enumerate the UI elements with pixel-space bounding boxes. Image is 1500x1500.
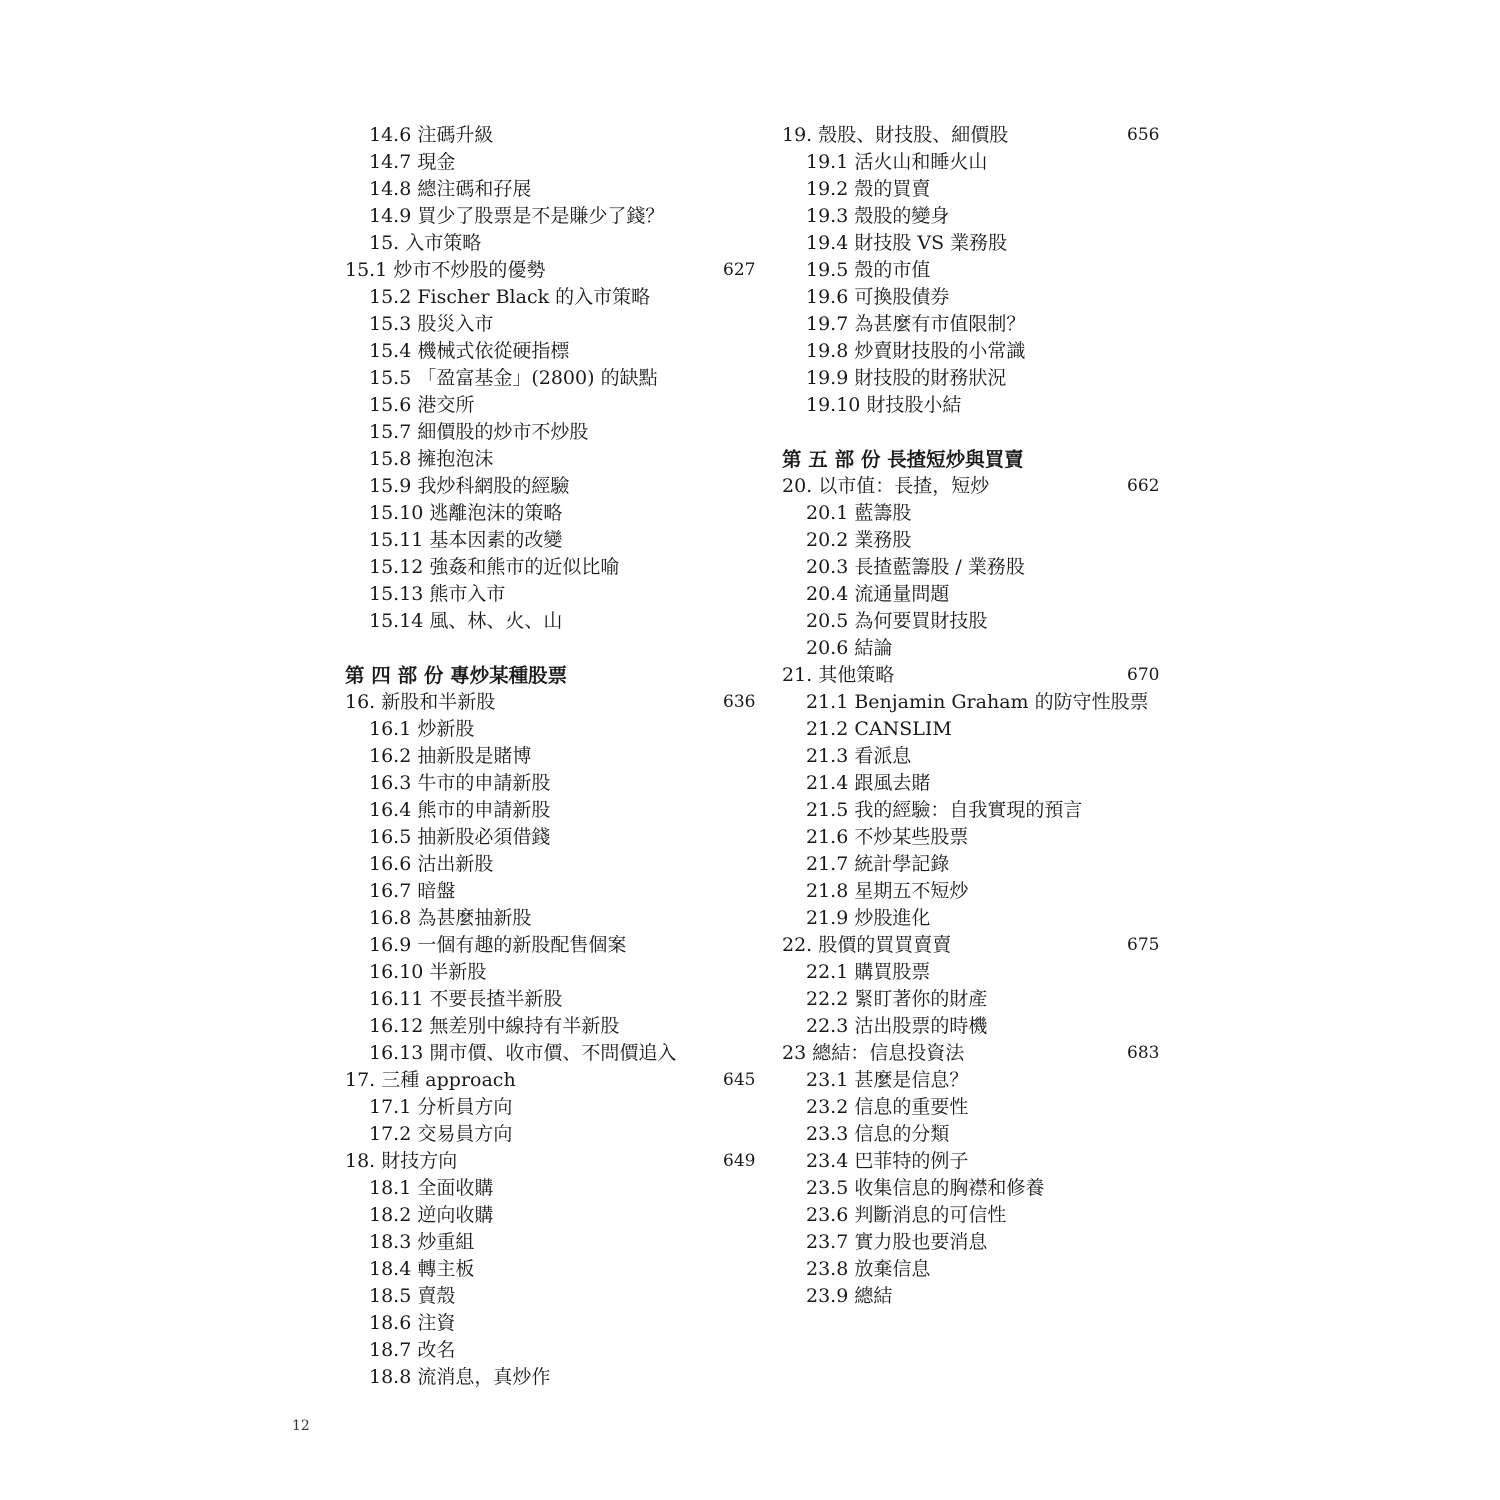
toc-section-entry — [345, 932, 755, 959]
toc-entry-label: 21.2 CANSLIM — [806, 718, 952, 740]
toc-section-entry — [345, 1364, 755, 1391]
toc-entry-label: 18.1 全面收購 — [369, 1177, 494, 1199]
toc-section-entry — [782, 284, 1162, 311]
toc-section-entry — [345, 554, 755, 581]
toc-section-entry — [345, 1013, 755, 1040]
toc-entry-label: 18.5 賣殼 — [369, 1285, 456, 1307]
toc-entry-label: 15.6 港交所 — [369, 394, 475, 416]
toc-section-entry — [345, 1202, 755, 1229]
toc-column-right — [782, 122, 1162, 1310]
toc-entry-label: 23.4 巴菲特的例子 — [806, 1150, 969, 1172]
toc-section-entry — [345, 473, 755, 500]
toc-entry-label: 14.6 注碼升級 — [369, 124, 494, 146]
toc-entry-label: 18. 財技方向 — [345, 1150, 458, 1172]
toc-entry-label: 21.3 看派息 — [806, 745, 912, 767]
toc-entry-label: 19.10 財技股小結 — [806, 394, 962, 416]
toc-section-entry — [345, 743, 755, 770]
toc-section-entry — [345, 365, 755, 392]
toc-section-entry — [345, 1121, 755, 1148]
toc-spacer — [345, 635, 755, 662]
toc-entry-label: 19.7 為甚麼有市值限制？ — [806, 313, 1026, 335]
toc-section-entry — [782, 716, 1162, 743]
toc-entry-label: 15.2 Fischer Black 的入市策略 — [369, 286, 651, 308]
toc-entry-label: 14.8 總注碼和孖展 — [369, 178, 532, 200]
toc-section-entry — [782, 338, 1162, 365]
toc-entry-label: 21.1 Benjamin Graham 的防守性股票 — [806, 691, 1149, 713]
toc-entry-label: 17.1 分析員方向 — [369, 1096, 513, 1118]
toc-section-entry — [782, 365, 1162, 392]
toc-section-entry — [782, 1013, 1162, 1040]
toc-chapter-entry — [782, 473, 1162, 500]
toc-section-entry — [782, 149, 1162, 176]
toc-entry-label: 16.2 抽新股是賭博 — [369, 745, 532, 767]
toc-entry-label: 18.4 轉主板 — [369, 1258, 475, 1280]
toc-entry-label: 19.5 殼的市值 — [806, 259, 931, 281]
toc-section-entry — [345, 527, 755, 554]
toc-section-entry — [782, 581, 1162, 608]
toc-section-entry — [345, 1040, 755, 1067]
toc-section-entry — [345, 878, 755, 905]
toc-entry-label: 16.12 無差別中線持有半新股 — [369, 1015, 620, 1037]
toc-entry-label: 19.2 殼的買賣 — [806, 178, 931, 200]
toc-section-entry — [782, 1175, 1162, 1202]
toc-chapter-entry — [345, 257, 755, 284]
toc-entry-label: 23.6 判斷消息的可信性 — [806, 1204, 1007, 1226]
toc-section-entry — [782, 311, 1162, 338]
toc-entry-label: 22.2 緊盯著你的財產 — [806, 988, 988, 1010]
toc-section-entry — [345, 608, 755, 635]
toc-page-number: 662 — [1127, 476, 1160, 496]
toc-entry-label: 14.9 買少了股票是不是賺少了錢？ — [369, 205, 665, 227]
toc-section-entry — [345, 851, 755, 878]
toc-entry-label: 16.6 沽出新股 — [369, 853, 494, 875]
toc-entry-label: 18.2 逆向收購 — [369, 1204, 494, 1226]
toc-section-entry — [345, 1175, 755, 1202]
toc-section-entry — [782, 851, 1162, 878]
toc-entry-label: 23.2 信息的重要性 — [806, 1096, 969, 1118]
toc-section-entry — [345, 230, 755, 257]
toc-chapter-entry — [782, 122, 1162, 149]
toc-entry-label: 23.5 收集信息的胸襟和修養 — [806, 1177, 1045, 1199]
toc-page-number: 675 — [1127, 935, 1160, 955]
toc-section-entry — [782, 1094, 1162, 1121]
toc-entry-label: 19.3 殼股的變身 — [806, 205, 950, 227]
toc-section-entry — [345, 1310, 755, 1337]
toc-entry-label: 22. 股價的買買賣賣 — [782, 934, 952, 956]
toc-section-entry — [782, 797, 1162, 824]
toc-section-entry — [345, 797, 755, 824]
toc-entry-label: 15.7 細價股的炒市不炒股 — [369, 421, 589, 443]
toc-section-entry — [345, 581, 755, 608]
toc-entry-label: 22.1 購買股票 — [806, 961, 931, 983]
toc-entry-label: 21.9 炒股進化 — [806, 907, 931, 929]
toc-section-entry — [782, 230, 1162, 257]
toc-entry-label: 16.1 炒新股 — [369, 718, 475, 740]
toc-section-entry — [782, 392, 1162, 419]
toc-section-entry — [345, 446, 755, 473]
toc-section-entry — [782, 905, 1162, 932]
toc-section-entry — [782, 1202, 1162, 1229]
toc-entry-label: 18.3 炒重組 — [369, 1231, 475, 1253]
toc-entry-label: 20.3 長揸藍籌股 / 業務股 — [806, 556, 1025, 578]
toc-entry-label: 18.6 注資 — [369, 1312, 456, 1334]
toc-chapter-entry — [782, 932, 1162, 959]
toc-entry-label: 22.3 沽出股票的時機 — [806, 1015, 988, 1037]
toc-entry-label: 15.3 股災入市 — [369, 313, 494, 335]
toc-section-entry — [782, 176, 1162, 203]
toc-entry-label: 15.11 基本因素的改變 — [369, 529, 563, 551]
toc-entry-label: 21.6 不炒某些股票 — [806, 826, 969, 848]
toc-entry-label: 15.13 熊市入市 — [369, 583, 506, 605]
toc-section-entry — [782, 608, 1162, 635]
toc-section-entry — [782, 986, 1162, 1013]
toc-section-entry — [782, 554, 1162, 581]
toc-entry-label: 19.1 活火山和睡火山 — [806, 151, 988, 173]
toc-entry-label: 15.9 我炒科網股的經驗 — [369, 475, 570, 497]
toc-chapter-entry — [345, 1067, 755, 1094]
toc-entry-label: 20.4 流通量問題 — [806, 583, 950, 605]
toc-entry-label: 18.8 流消息，真炒作 — [369, 1366, 551, 1388]
toc-entry-label: 15.8 擁抱泡沫 — [369, 448, 494, 470]
toc-entry-label: 21.7 統計學記錄 — [806, 853, 950, 875]
toc-section-entry — [782, 959, 1162, 986]
toc-entry-label: 21. 其他策略 — [782, 664, 895, 686]
toc-section-entry — [345, 959, 755, 986]
toc-entry-label: 20.6 結論 — [806, 637, 893, 659]
toc-entry-label: 20. 以市值：長揸，短炒 — [782, 475, 990, 497]
toc-page-number: 636 — [723, 692, 756, 712]
toc-entry-label: 14.7 現金 — [369, 151, 456, 173]
toc-section-entry — [345, 122, 755, 149]
toc-section-entry — [345, 338, 755, 365]
toc-section-entry — [782, 257, 1162, 284]
toc-entry-label: 16.7 暗盤 — [369, 880, 456, 902]
toc-entry-label: 19.6 可換股債券 — [806, 286, 950, 308]
toc-section-entry — [345, 311, 755, 338]
toc-section-entry — [345, 203, 755, 230]
toc-section-entry — [782, 1067, 1162, 1094]
toc-entry-label: 15.10 逃離泡沫的策略 — [369, 502, 563, 524]
toc-entry-label: 15.5 「盈富基金」(2800) 的缺點 — [369, 367, 658, 389]
toc-section-entry — [345, 284, 755, 311]
toc-entry-label: 16.13 開市價、收市價、不問價追入 — [369, 1042, 677, 1064]
toc-entry-label: 20.2 業務股 — [806, 529, 912, 551]
toc-entry-label: 23 總結：信息投資法 — [782, 1042, 965, 1064]
toc-part-heading — [782, 446, 1162, 473]
toc-section-entry — [345, 149, 755, 176]
toc-section-entry — [345, 392, 755, 419]
toc-chapter-entry — [345, 689, 755, 716]
toc-section-entry — [782, 878, 1162, 905]
toc-entry-label: 16.5 抽新股必須借錢 — [369, 826, 551, 848]
toc-section-entry — [782, 1121, 1162, 1148]
toc-section-entry — [782, 635, 1162, 662]
toc-entry-label: 17.2 交易員方向 — [369, 1123, 513, 1145]
toc-entry-label: 16.11 不要長揸半新股 — [369, 988, 563, 1010]
toc-section-entry — [782, 689, 1162, 716]
toc-section-entry — [782, 743, 1162, 770]
toc-entry-label: 23.7 實力股也要消息 — [806, 1231, 988, 1253]
toc-entry-label: 21.5 我的經驗：自我實現的預言 — [806, 799, 1083, 821]
toc-entry-label: 19.8 炒賣財技股的小常識 — [806, 340, 1026, 362]
toc-entry-label: 15.14 風、林、火、山 — [369, 610, 563, 632]
toc-chapter-entry — [345, 1148, 755, 1175]
toc-entry-label: 21.4 跟風去賭 — [806, 772, 931, 794]
toc-section-entry — [345, 1283, 755, 1310]
toc-entry-label: 20.5 為何要買財技股 — [806, 610, 988, 632]
toc-entry-label: 18.7 改名 — [369, 1339, 456, 1361]
toc-section-entry — [782, 527, 1162, 554]
toc-section-entry — [782, 770, 1162, 797]
toc-page-number: 683 — [1127, 1043, 1160, 1063]
toc-entry-label: 19.9 財技股的財務狀況 — [806, 367, 1007, 389]
toc-section-entry — [345, 500, 755, 527]
toc-spacer — [782, 419, 1162, 446]
toc-section-entry — [345, 1256, 755, 1283]
toc-entry-label: 23.3 信息的分類 — [806, 1123, 950, 1145]
toc-section-entry — [345, 824, 755, 851]
toc-page-number: 645 — [723, 1070, 756, 1090]
toc-section-entry — [782, 1283, 1162, 1310]
toc-page-number: 649 — [723, 1151, 756, 1171]
toc-entry-label: 16.9 一個有趣的新股配售個案 — [369, 934, 627, 956]
toc-column-left — [345, 122, 755, 1391]
toc-section-entry — [345, 716, 755, 743]
toc-page-number: 670 — [1127, 665, 1160, 685]
toc-entry-label: 16. 新股和半新股 — [345, 691, 496, 713]
toc-section-entry — [345, 1229, 755, 1256]
toc-section-entry — [345, 419, 755, 446]
toc-section-entry — [345, 905, 755, 932]
toc-entry-label: 21.8 星期五不短炒 — [806, 880, 969, 902]
toc-entry-label: 19. 殼股、財技股、細價股 — [782, 124, 1009, 146]
toc-entry-label: 16.4 熊市的申請新股 — [369, 799, 551, 821]
toc-entry-label: 23.9 總結 — [806, 1285, 893, 1307]
page-number: 12 — [292, 1418, 310, 1434]
toc-entry-label: 15. 入市策略 — [369, 232, 482, 254]
toc-section-entry — [782, 500, 1162, 527]
toc-section-entry — [345, 986, 755, 1013]
toc-section-entry — [345, 1337, 755, 1364]
toc-section-entry — [345, 176, 755, 203]
toc-section-entry — [782, 824, 1162, 851]
toc-entry-label: 23.8 放棄信息 — [806, 1258, 931, 1280]
toc-chapter-entry — [782, 1040, 1162, 1067]
toc-chapter-entry — [782, 662, 1162, 689]
toc-entry-label: 第 五 部 份 長揸短炒與買賣 — [782, 448, 1024, 471]
toc-page-number: 656 — [1127, 125, 1160, 145]
toc-section-entry — [782, 203, 1162, 230]
toc-section-entry — [782, 1256, 1162, 1283]
toc-entry-label: 15.4 機械式依從硬指標 — [369, 340, 570, 362]
toc-section-entry — [345, 770, 755, 797]
toc-section-entry — [345, 1094, 755, 1121]
toc-entry-label: 15.12 強姦和熊市的近似比喻 — [369, 556, 620, 578]
toc-entry-label: 16.10 半新股 — [369, 961, 487, 983]
toc-section-entry — [782, 1229, 1162, 1256]
toc-part-heading — [345, 662, 755, 689]
toc-entry-label: 16.8 為甚麼抽新股 — [369, 907, 532, 929]
toc-page-number: 627 — [723, 260, 756, 280]
toc-entry-label: 23.1 甚麼是信息？ — [806, 1069, 969, 1091]
toc-entry-label: 第 四 部 份 專炒某種股票 — [345, 664, 568, 687]
toc-section-entry — [782, 1148, 1162, 1175]
toc-entry-label: 16.3 牛市的申請新股 — [369, 772, 551, 794]
toc-entry-label: 20.1 藍籌股 — [806, 502, 912, 524]
toc-entry-label: 19.4 財技股 VS 業務股 — [806, 232, 1008, 254]
toc-entry-label: 17. 三種 approach — [345, 1069, 516, 1091]
toc-entry-label: 15.1 炒市不炒股的優勢 — [345, 259, 546, 281]
